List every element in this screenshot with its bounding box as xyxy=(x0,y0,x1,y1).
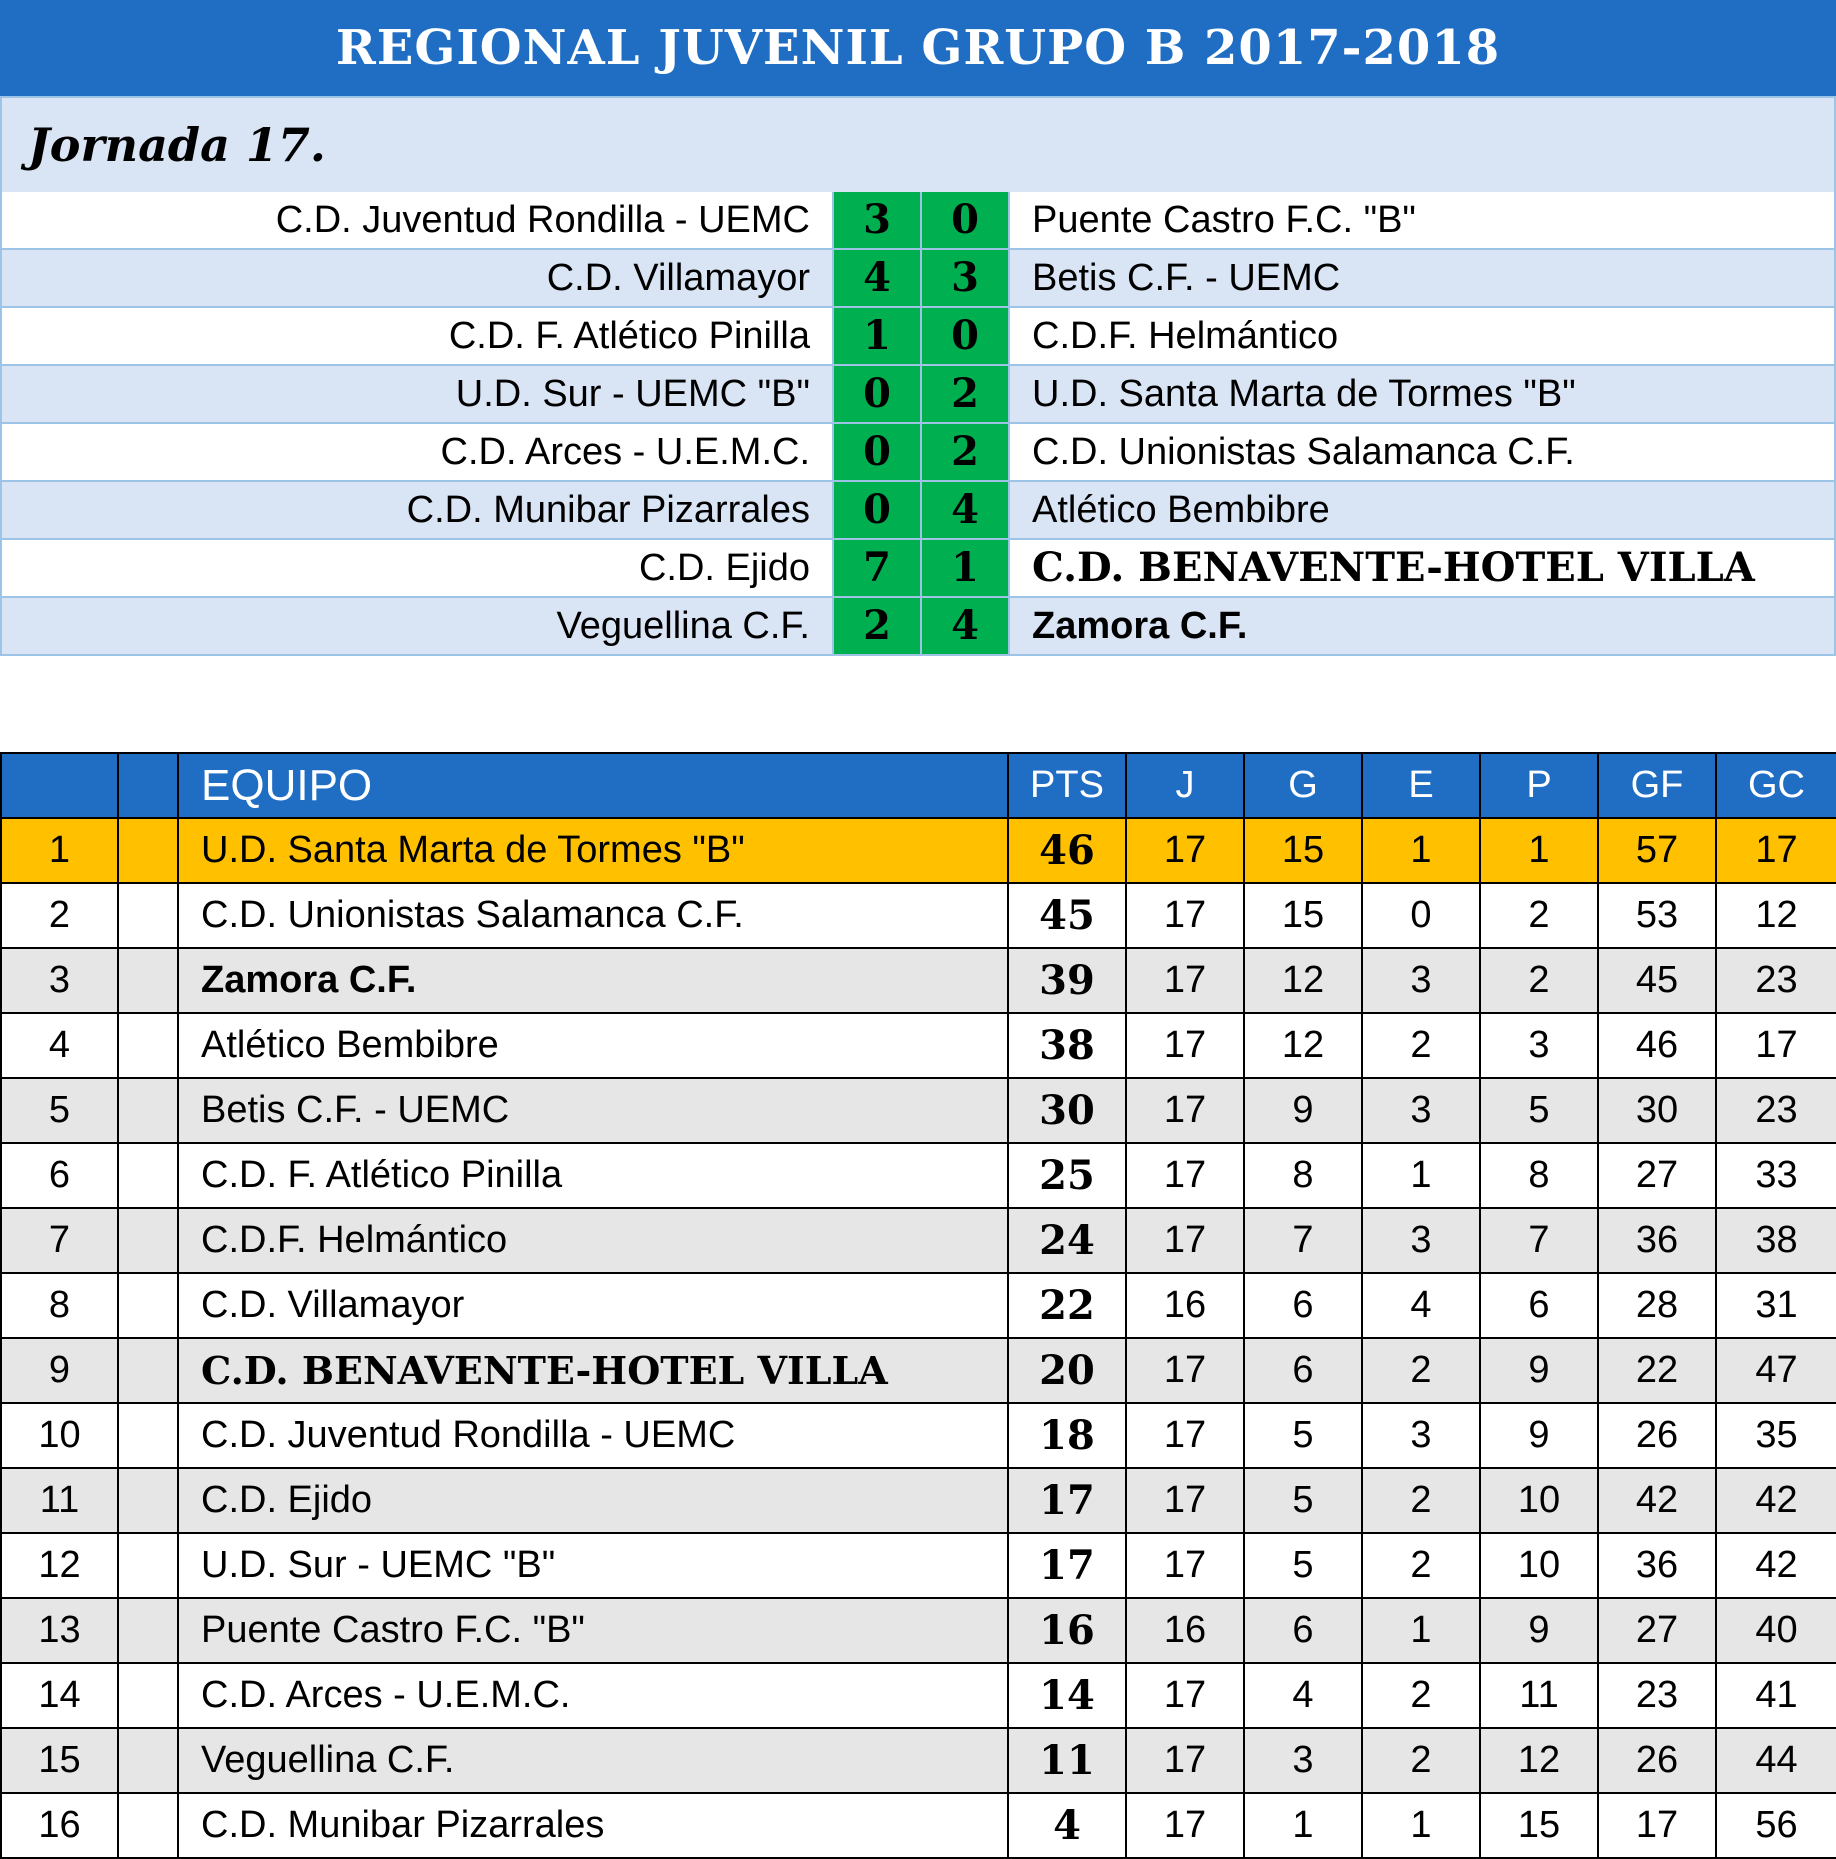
points: 4 xyxy=(1008,1793,1126,1858)
drawn: 3 xyxy=(1362,1403,1480,1468)
column-header-goals-against: GC xyxy=(1716,753,1836,818)
team-name: C.D. F. Atlético Pinilla xyxy=(178,1143,1008,1208)
home-team: C.D. Munibar Pizarrales xyxy=(406,489,810,531)
away-score: 2 xyxy=(920,366,1008,422)
drawn: 3 xyxy=(1362,1078,1480,1143)
home-score: 0 xyxy=(832,482,920,538)
goals-for: 17 xyxy=(1598,1793,1716,1858)
table-row xyxy=(1,1338,1836,1403)
goals-for: 23 xyxy=(1598,1663,1716,1728)
standings-table xyxy=(0,752,1836,1859)
team-name: C.D.F. Helmántico xyxy=(178,1208,1008,1273)
team-name: Atlético Bembibre xyxy=(178,1013,1008,1078)
blank-cell xyxy=(118,883,178,948)
away-team: Betis C.F. - UEMC xyxy=(1008,250,1834,306)
team-name: Veguellina C.F. xyxy=(178,1728,1008,1793)
goals-for: 27 xyxy=(1598,1598,1716,1663)
won: 15 xyxy=(1244,818,1362,883)
drawn: 1 xyxy=(1362,1598,1480,1663)
position: 12 xyxy=(1,1533,118,1598)
played: 17 xyxy=(1126,948,1244,1013)
played: 17 xyxy=(1126,1143,1244,1208)
position: 8 xyxy=(1,1273,118,1338)
played: 16 xyxy=(1126,1598,1244,1663)
drawn: 2 xyxy=(1362,1338,1480,1403)
away-team: Zamora C.F. xyxy=(1008,598,1834,654)
match-row xyxy=(0,540,1836,598)
points: 16 xyxy=(1008,1598,1126,1663)
goals-for: 22 xyxy=(1598,1338,1716,1403)
played: 17 xyxy=(1126,1013,1244,1078)
points: 14 xyxy=(1008,1663,1126,1728)
match-row xyxy=(0,424,1836,482)
table-row xyxy=(1,1403,1836,1468)
away-score: 2 xyxy=(920,424,1008,480)
away-team: U.D. Santa Marta de Tormes "B" xyxy=(1008,366,1834,422)
table-row xyxy=(1,1533,1836,1598)
column-header-blank xyxy=(118,753,178,818)
blank-cell xyxy=(118,818,178,883)
match-row xyxy=(0,192,1836,250)
away-team: Puente Castro F.C. "B" xyxy=(1008,192,1834,248)
points: 24 xyxy=(1008,1208,1126,1273)
position: 6 xyxy=(1,1143,118,1208)
position: 2 xyxy=(1,883,118,948)
team-name: C.D. Ejido xyxy=(178,1468,1008,1533)
lost: 1 xyxy=(1480,818,1598,883)
lost: 10 xyxy=(1480,1533,1598,1598)
home-score: 1 xyxy=(832,308,920,364)
away-score: 4 xyxy=(920,482,1008,538)
won: 5 xyxy=(1244,1468,1362,1533)
drawn: 2 xyxy=(1362,1468,1480,1533)
column-header-team: EQUIPO xyxy=(178,753,1008,818)
played: 17 xyxy=(1126,1078,1244,1143)
team-name: C.D. Juventud Rondilla - UEMC xyxy=(178,1403,1008,1468)
goals-against: 12 xyxy=(1716,883,1836,948)
played: 17 xyxy=(1126,1663,1244,1728)
points: 38 xyxy=(1008,1013,1126,1078)
goals-against: 41 xyxy=(1716,1663,1836,1728)
goals-for: 46 xyxy=(1598,1013,1716,1078)
goals-against: 56 xyxy=(1716,1793,1836,1858)
won: 5 xyxy=(1244,1533,1362,1598)
competition-title: REGIONAL JUVENIL GRUPO B 2017-2018 xyxy=(0,0,1836,98)
lost: 2 xyxy=(1480,948,1598,1013)
table-row xyxy=(1,1663,1836,1728)
team-name: C.D. BENAVENTE-HOTEL VILLA xyxy=(178,1338,1008,1403)
away-score: 3 xyxy=(920,250,1008,306)
points: 39 xyxy=(1008,948,1126,1013)
goals-against: 40 xyxy=(1716,1598,1836,1663)
drawn: 1 xyxy=(1362,818,1480,883)
drawn: 4 xyxy=(1362,1273,1480,1338)
won: 7 xyxy=(1244,1208,1362,1273)
played: 17 xyxy=(1126,1793,1244,1858)
position: 7 xyxy=(1,1208,118,1273)
points: 20 xyxy=(1008,1338,1126,1403)
won: 6 xyxy=(1244,1273,1362,1338)
blank-cell xyxy=(118,1793,178,1858)
goals-against: 23 xyxy=(1716,948,1836,1013)
lost: 9 xyxy=(1480,1598,1598,1663)
blank-cell xyxy=(118,1078,178,1143)
away-score: 4 xyxy=(920,598,1008,654)
drawn: 3 xyxy=(1362,948,1480,1013)
won: 8 xyxy=(1244,1143,1362,1208)
table-row xyxy=(1,1793,1836,1858)
lost: 11 xyxy=(1480,1663,1598,1728)
blank-cell xyxy=(118,1273,178,1338)
away-score: 0 xyxy=(920,308,1008,364)
home-team: C.D. Juventud Rondilla - UEMC xyxy=(275,199,810,241)
goals-for: 26 xyxy=(1598,1728,1716,1793)
table-row xyxy=(1,1468,1836,1533)
points: 17 xyxy=(1008,1533,1126,1598)
played: 17 xyxy=(1126,1338,1244,1403)
round-label: Jornada 17. xyxy=(0,98,1836,192)
blank-cell xyxy=(118,1208,178,1273)
played: 16 xyxy=(1126,1273,1244,1338)
won: 4 xyxy=(1244,1663,1362,1728)
drawn: 1 xyxy=(1362,1793,1480,1858)
blank-cell xyxy=(118,1468,178,1533)
away-score: 1 xyxy=(920,540,1008,596)
points: 25 xyxy=(1008,1143,1126,1208)
goals-for: 36 xyxy=(1598,1533,1716,1598)
blank-cell xyxy=(118,1013,178,1078)
goals-for: 30 xyxy=(1598,1078,1716,1143)
position: 13 xyxy=(1,1598,118,1663)
drawn: 2 xyxy=(1362,1013,1480,1078)
played: 17 xyxy=(1126,1728,1244,1793)
played: 17 xyxy=(1126,818,1244,883)
lost: 9 xyxy=(1480,1403,1598,1468)
goals-against: 35 xyxy=(1716,1403,1836,1468)
lost: 15 xyxy=(1480,1793,1598,1858)
points: 11 xyxy=(1008,1728,1126,1793)
points: 22 xyxy=(1008,1273,1126,1338)
points: 45 xyxy=(1008,883,1126,948)
points: 46 xyxy=(1008,818,1126,883)
played: 17 xyxy=(1126,1468,1244,1533)
won: 9 xyxy=(1244,1078,1362,1143)
goals-against: 42 xyxy=(1716,1533,1836,1598)
goals-for: 28 xyxy=(1598,1273,1716,1338)
column-header-points: PTS xyxy=(1008,753,1126,818)
away-team: Atlético Bembibre xyxy=(1008,482,1834,538)
lost: 7 xyxy=(1480,1208,1598,1273)
home-team: U.D. Sur - UEMC "B" xyxy=(455,373,810,415)
drawn: 2 xyxy=(1362,1533,1480,1598)
match-row xyxy=(0,598,1836,656)
position: 1 xyxy=(1,818,118,883)
home-score: 0 xyxy=(832,366,920,422)
home-score: 7 xyxy=(832,540,920,596)
played: 17 xyxy=(1126,1208,1244,1273)
column-header-played: J xyxy=(1126,753,1244,818)
position: 14 xyxy=(1,1663,118,1728)
team-name: U.D. Santa Marta de Tormes "B" xyxy=(178,818,1008,883)
lost: 2 xyxy=(1480,883,1598,948)
blank-cell xyxy=(118,1728,178,1793)
position: 16 xyxy=(1,1793,118,1858)
position: 10 xyxy=(1,1403,118,1468)
home-team: C.D. Villamayor xyxy=(546,257,810,299)
lost: 9 xyxy=(1480,1338,1598,1403)
blank-cell xyxy=(118,1598,178,1663)
standings-header-row xyxy=(1,753,1836,818)
drawn: 2 xyxy=(1362,1728,1480,1793)
table-row xyxy=(1,1208,1836,1273)
home-score: 3 xyxy=(832,192,920,248)
won: 1 xyxy=(1244,1793,1362,1858)
goals-against: 17 xyxy=(1716,818,1836,883)
played: 17 xyxy=(1126,883,1244,948)
position: 11 xyxy=(1,1468,118,1533)
won: 15 xyxy=(1244,883,1362,948)
goals-for: 27 xyxy=(1598,1143,1716,1208)
team-name: C.D. Arces - U.E.M.C. xyxy=(178,1663,1008,1728)
drawn: 0 xyxy=(1362,883,1480,948)
goals-for: 42 xyxy=(1598,1468,1716,1533)
points: 30 xyxy=(1008,1078,1126,1143)
goals-against: 17 xyxy=(1716,1013,1836,1078)
home-team: Veguellina C.F. xyxy=(556,605,810,647)
team-name: Betis C.F. - UEMC xyxy=(178,1078,1008,1143)
played: 17 xyxy=(1126,1403,1244,1468)
results-panel xyxy=(0,0,1836,656)
table-row xyxy=(1,883,1836,948)
position: 5 xyxy=(1,1078,118,1143)
goals-for: 57 xyxy=(1598,818,1716,883)
table-row xyxy=(1,948,1836,1013)
home-team: C.D. F. Atlético Pinilla xyxy=(448,315,810,357)
position: 3 xyxy=(1,948,118,1013)
drawn: 3 xyxy=(1362,1208,1480,1273)
column-header-drawn: E xyxy=(1362,753,1480,818)
goals-for: 36 xyxy=(1598,1208,1716,1273)
blank-cell xyxy=(118,1143,178,1208)
lost: 3 xyxy=(1480,1013,1598,1078)
table-row xyxy=(1,1598,1836,1663)
team-name: U.D. Sur - UEMC "B" xyxy=(178,1533,1008,1598)
home-score: 0 xyxy=(832,424,920,480)
table-row xyxy=(1,1143,1836,1208)
lost: 12 xyxy=(1480,1728,1598,1793)
lost: 10 xyxy=(1480,1468,1598,1533)
home-score: 2 xyxy=(832,598,920,654)
blank-cell xyxy=(118,1663,178,1728)
won: 12 xyxy=(1244,1013,1362,1078)
match-row xyxy=(0,308,1836,366)
goals-against: 47 xyxy=(1716,1338,1836,1403)
blank-cell xyxy=(118,948,178,1013)
away-team: C.D.F. Helmántico xyxy=(1008,308,1834,364)
match-row xyxy=(0,482,1836,540)
goals-for: 45 xyxy=(1598,948,1716,1013)
table-row xyxy=(1,1273,1836,1338)
table-row xyxy=(1,818,1836,883)
team-name: C.D. Munibar Pizarrales xyxy=(178,1793,1008,1858)
position: 4 xyxy=(1,1013,118,1078)
table-row xyxy=(1,1078,1836,1143)
table-row xyxy=(1,1013,1836,1078)
goals-against: 38 xyxy=(1716,1208,1836,1273)
goals-against: 44 xyxy=(1716,1728,1836,1793)
column-header-goals-for: GF xyxy=(1598,753,1716,818)
won: 3 xyxy=(1244,1728,1362,1793)
goals-against: 23 xyxy=(1716,1078,1836,1143)
lost: 6 xyxy=(1480,1273,1598,1338)
goals-for: 26 xyxy=(1598,1403,1716,1468)
goals-for: 53 xyxy=(1598,883,1716,948)
goals-against: 33 xyxy=(1716,1143,1836,1208)
table-row xyxy=(1,1728,1836,1793)
column-header-position xyxy=(1,753,118,818)
home-team: C.D. Ejido xyxy=(638,547,810,589)
lost: 5 xyxy=(1480,1078,1598,1143)
away-score: 0 xyxy=(920,192,1008,248)
blank-cell xyxy=(118,1338,178,1403)
team-name: C.D. Unionistas Salamanca C.F. xyxy=(178,883,1008,948)
away-team: C.D. Unionistas Salamanca C.F. xyxy=(1008,424,1834,480)
match-row xyxy=(0,366,1836,424)
column-header-lost: P xyxy=(1480,753,1598,818)
position: 15 xyxy=(1,1728,118,1793)
team-name: Zamora C.F. xyxy=(178,948,1008,1013)
won: 6 xyxy=(1244,1338,1362,1403)
home-team: C.D. Arces - U.E.M.C. xyxy=(440,431,810,473)
points: 18 xyxy=(1008,1403,1126,1468)
away-team: C.D. BENAVENTE-HOTEL VILLA xyxy=(1008,540,1834,596)
won: 12 xyxy=(1244,948,1362,1013)
blank-cell xyxy=(118,1533,178,1598)
team-name: C.D. Villamayor xyxy=(178,1273,1008,1338)
team-name: Puente Castro F.C. "B" xyxy=(178,1598,1008,1663)
points: 17 xyxy=(1008,1468,1126,1533)
lost: 8 xyxy=(1480,1143,1598,1208)
goals-against: 42 xyxy=(1716,1468,1836,1533)
won: 5 xyxy=(1244,1403,1362,1468)
won: 6 xyxy=(1244,1598,1362,1663)
goals-against: 31 xyxy=(1716,1273,1836,1338)
blank-cell xyxy=(118,1403,178,1468)
played: 17 xyxy=(1126,1533,1244,1598)
position: 9 xyxy=(1,1338,118,1403)
home-score: 4 xyxy=(832,250,920,306)
match-row xyxy=(0,250,1836,308)
drawn: 2 xyxy=(1362,1663,1480,1728)
column-header-won: G xyxy=(1244,753,1362,818)
drawn: 1 xyxy=(1362,1143,1480,1208)
